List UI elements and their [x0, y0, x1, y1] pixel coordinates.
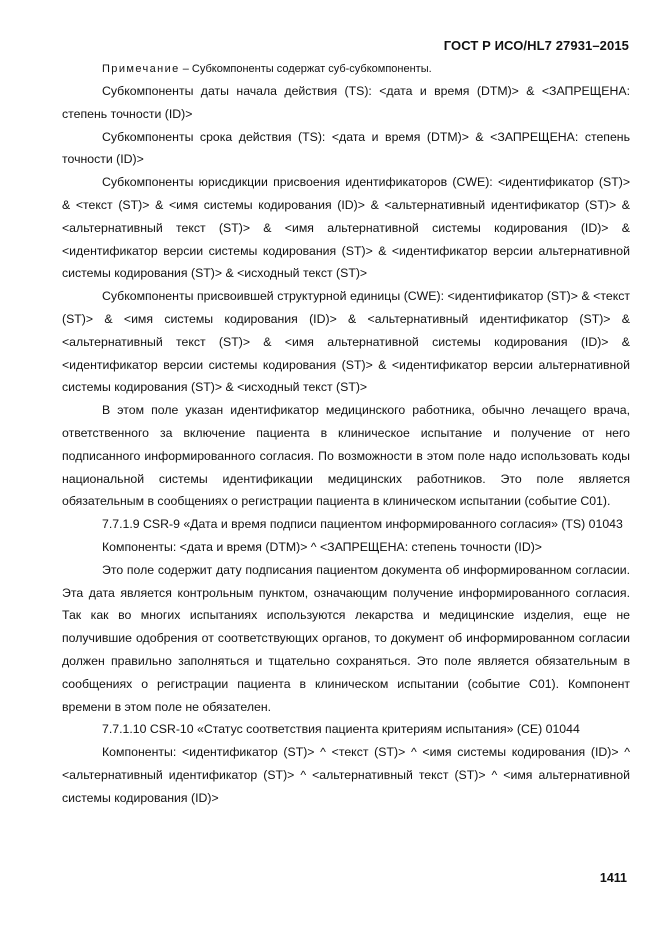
- note-lead: Примечание: [102, 63, 180, 75]
- section-heading-csr10: 7.7.1.10 CSR-10 «Статус соответствия пациента критериям испытания» (CE) 01044: [102, 722, 580, 737]
- note: [62, 60, 630, 78]
- paragraph-valid-until: Субкомпоненты срока действия (TS): <дата и время (DTM)> & <ЗАПРЕЩЕНА: степень точности (ID)>: [62, 129, 630, 167]
- page-number: 1411: [599, 871, 627, 885]
- note-text: – Субкомпоненты содержат суб-субкомпоненты.: [179, 63, 432, 75]
- paragraph-jurisdiction: Субкомпоненты юрисдикции присвоения идентификаторов (CWE): <идентификатор (ST)> & <текст (ST)> & <имя системы кодирования (ID)> & <альтернативный идентификатор (ST)> & <альтернативный текст (ST)> & <имя альтернативной системы кодирования (ID)> & <идентификатор версии системы кодирования (ST)> & <идентификатор версии альтернативной системы кодирования (ST)> & <исходный текст (ST)>: [62, 175, 630, 281]
- paragraph-csr9-components: Компоненты: <дата и время (DTM)> ^ <ЗАПРЕЩЕНА: степень точности (ID)>: [102, 539, 542, 554]
- paragraph-csr10-components: Компоненты: <идентификатор (ST)> ^ <текст (ST)> ^ <имя системы кодирования (ID)> ^ <альтернативный идентификатор (ST)> ^ <альтернативный текст (ST)> ^ <имя альтернативной системы кодирования (ID)>: [62, 745, 630, 805]
- document-header: ГОСТ Р ИСО/HL7 27931–2015: [443, 38, 629, 53]
- paragraph-valid-from: Субкомпоненты даты начала действия (TS): <дата и время (DTM)> & <ЗАПРЕЩЕНА: степень точности (ID)>: [62, 84, 630, 121]
- paragraph-description: В этом поле указан идентификатор медицинского работника, обычно лечащего врача, ответственного за включение пациента в клиническое испытание и получение от него подписанного информированного согласия. По возможности в этом поле надо использовать коды национальной системы идентификации медицинских работников. Это поле является обязательным в сообщениях о регистрации пациента в клиническом испытании (событие C01).: [62, 403, 630, 509]
- section-heading-csr9: 7.7.1.9 CSR-9 «Дата и время подписи пациентом информированного согласия» (TS) 01043: [102, 517, 623, 532]
- page-body: [62, 60, 630, 810]
- paragraph-csr9-description: Это поле содержит дату подписания пациентом документа об информированном согласии. Эта дата является контрольным пунктом, означающим получение информированного согласия. Так как во многих испытаниях используются лекарства и медицинские изделия, еще не получившие одобрения от соответствующих органов, то документ об информированном согласии должен правильно заполняться и тщательно сохраняться. Это поле является обязательным в сообщениях о регистрации пациента в клиническом испытании (событие C01). Компонент времени в этом поле не обязателен.: [62, 562, 630, 714]
- paragraph-assigning-unit: Субкомпоненты присвоившей структурной единицы (CWE): <идентификатор (ST)> & <текст (ST)> & <имя системы кодирования (ID)> & <альтернативный идентификатор (ST)> & <альтернативный текст (ST)> & <имя альтернативной системы кодирования (ID)> & <идентификатор версии системы кодирования (ST)> & <идентификатор версии альтернативной системы кодирования (ST)> & <исходный текст (ST)>: [62, 289, 630, 395]
